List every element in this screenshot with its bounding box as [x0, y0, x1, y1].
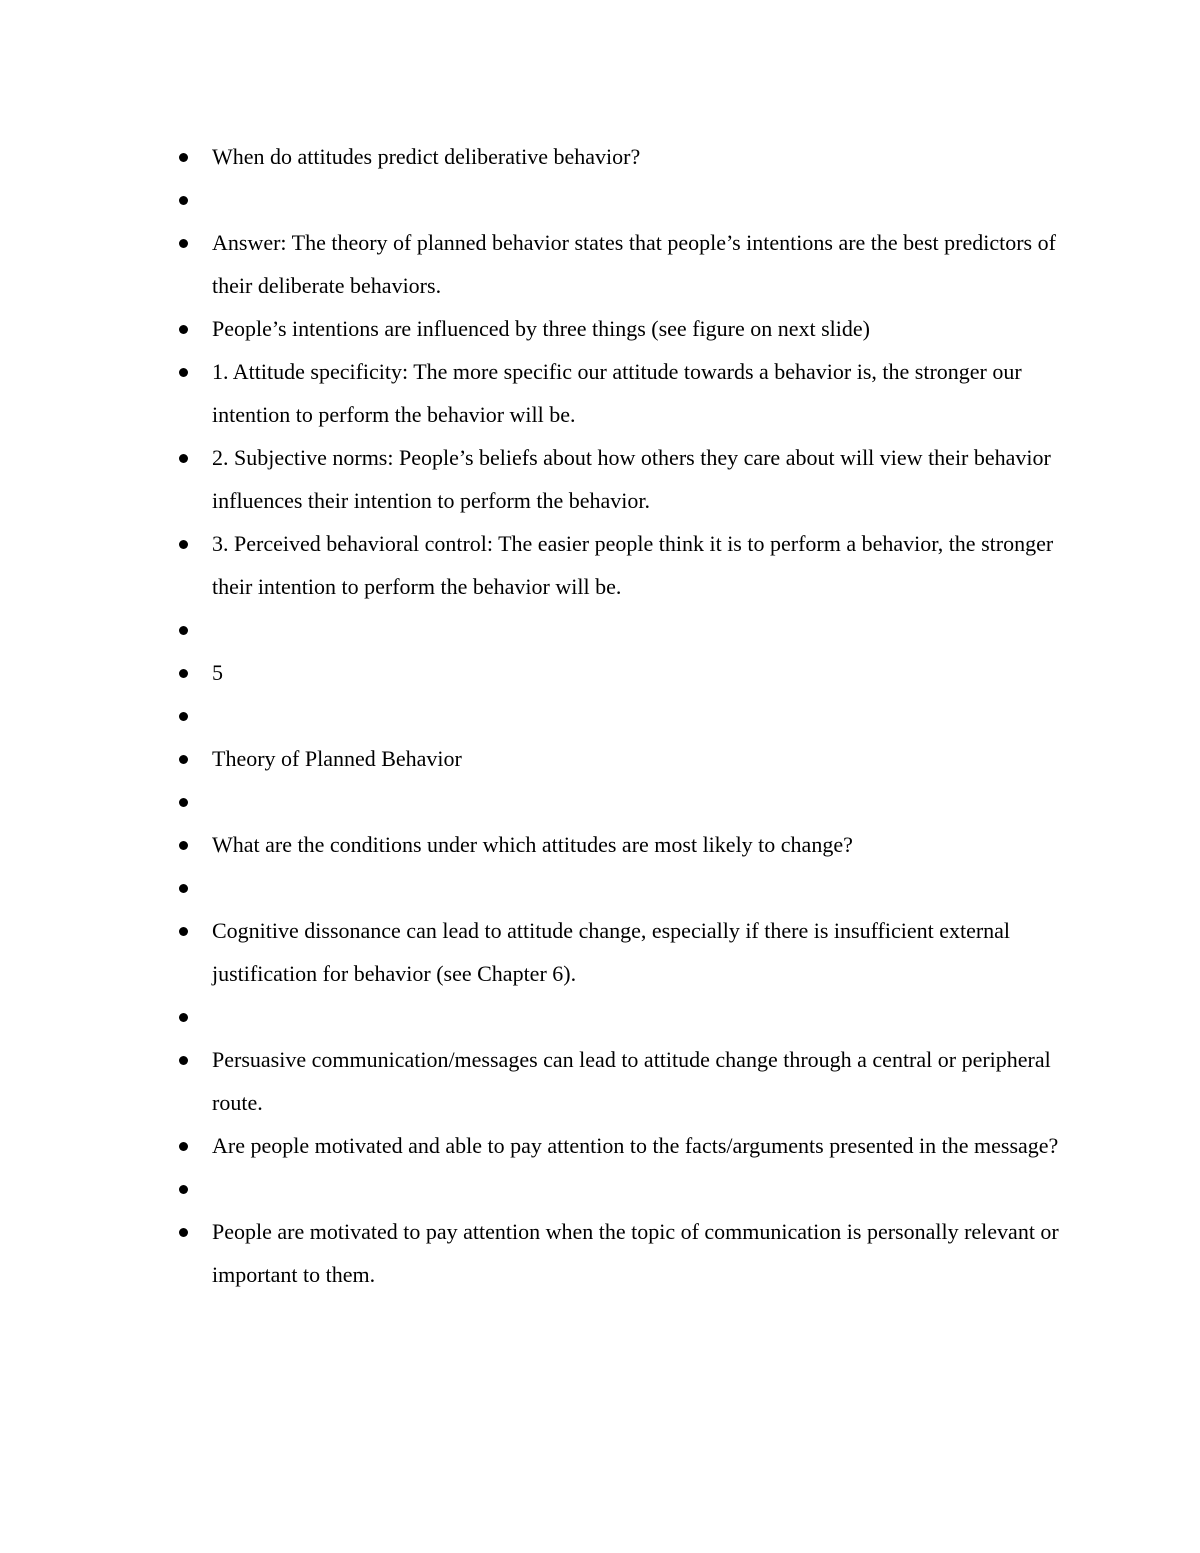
bullet-dot-icon — [179, 712, 188, 721]
bullet-dot-icon — [179, 927, 188, 936]
list-item-text: People’s intentions are influenced by three things (see figure on next slide) — [212, 316, 870, 341]
bullet-dot-icon — [179, 798, 188, 807]
list-item-text: Cognitive dissonance can lead to attitude change, especially if there is insufficient external justification for behavior (see Chapter 6). — [212, 918, 1011, 986]
list-item-text: When do attitudes predict deliberative behavior? — [212, 144, 641, 169]
list-item — [0, 823, 1200, 866]
bullet-dot-icon — [179, 755, 188, 764]
list-item — [0, 694, 1200, 737]
list-item — [0, 737, 1200, 780]
bullet-dot-icon — [179, 1185, 188, 1194]
list-item-text: Theory of Planned Behavior — [212, 746, 462, 771]
bullet-dot-icon — [179, 239, 188, 248]
list-item — [0, 522, 1200, 608]
bullet-dot-icon — [179, 153, 188, 162]
bullet-dot-icon — [179, 1056, 188, 1065]
bullet-dot-icon — [179, 884, 188, 893]
bullet-dot-icon — [179, 325, 188, 334]
list-item — [0, 1038, 1200, 1124]
bullet-dot-icon — [179, 540, 188, 549]
list-item — [0, 135, 1200, 178]
list-item-text: Are people motivated and able to pay attention to the facts/arguments presented in the message? — [212, 1133, 1059, 1158]
list-item — [0, 866, 1200, 909]
bullet-dot-icon — [179, 669, 188, 678]
list-item — [0, 178, 1200, 221]
bullet-dot-icon — [179, 1013, 188, 1022]
list-item — [0, 221, 1200, 307]
list-item-text: 5 — [212, 660, 223, 685]
bullet-dot-icon — [179, 196, 188, 205]
list-item — [0, 350, 1200, 436]
list-item — [0, 780, 1200, 823]
bullet-dot-icon — [179, 626, 188, 635]
list-item — [0, 608, 1200, 651]
list-item-text: 2. Subjective norms: People’s beliefs about how others they care about will view their behavior influences their intention to perform the behavior. — [212, 445, 1051, 513]
bullet-dot-icon — [179, 454, 188, 463]
list-item — [0, 1167, 1200, 1210]
list-item — [0, 1124, 1200, 1167]
list-item — [0, 307, 1200, 350]
list-item-text: Answer: The theory of planned behavior states that people’s intentions are the best predictors of their deliberate behaviors. — [212, 230, 1056, 298]
bullet-dot-icon — [179, 1228, 188, 1237]
list-item — [0, 436, 1200, 522]
list-item-text: 1. Attitude specificity: The more specific our attitude towards a behavior is, the stronger our intention to perform the behavior will be. — [212, 359, 1022, 427]
list-item — [0, 1210, 1200, 1296]
bullet-dot-icon — [179, 841, 188, 850]
list-item — [0, 651, 1200, 694]
list-item-text: People are motivated to pay attention when the topic of communication is personally relevant or important to them. — [212, 1219, 1059, 1287]
bullet-list — [0, 135, 1200, 1296]
list-item-text: 3. Perceived behavioral control: The easier people think it is to perform a behavior, the stronger their intention to perform the behavior will be. — [212, 531, 1054, 599]
list-item — [0, 909, 1200, 995]
list-item-text: What are the conditions under which attitudes are most likely to change? — [212, 832, 853, 857]
list-item-text: Persuasive communication/messages can lead to attitude change through a central or peripheral route. — [212, 1047, 1051, 1115]
list-item — [0, 995, 1200, 1038]
bullet-dot-icon — [179, 1142, 188, 1151]
bullet-dot-icon — [179, 368, 188, 377]
